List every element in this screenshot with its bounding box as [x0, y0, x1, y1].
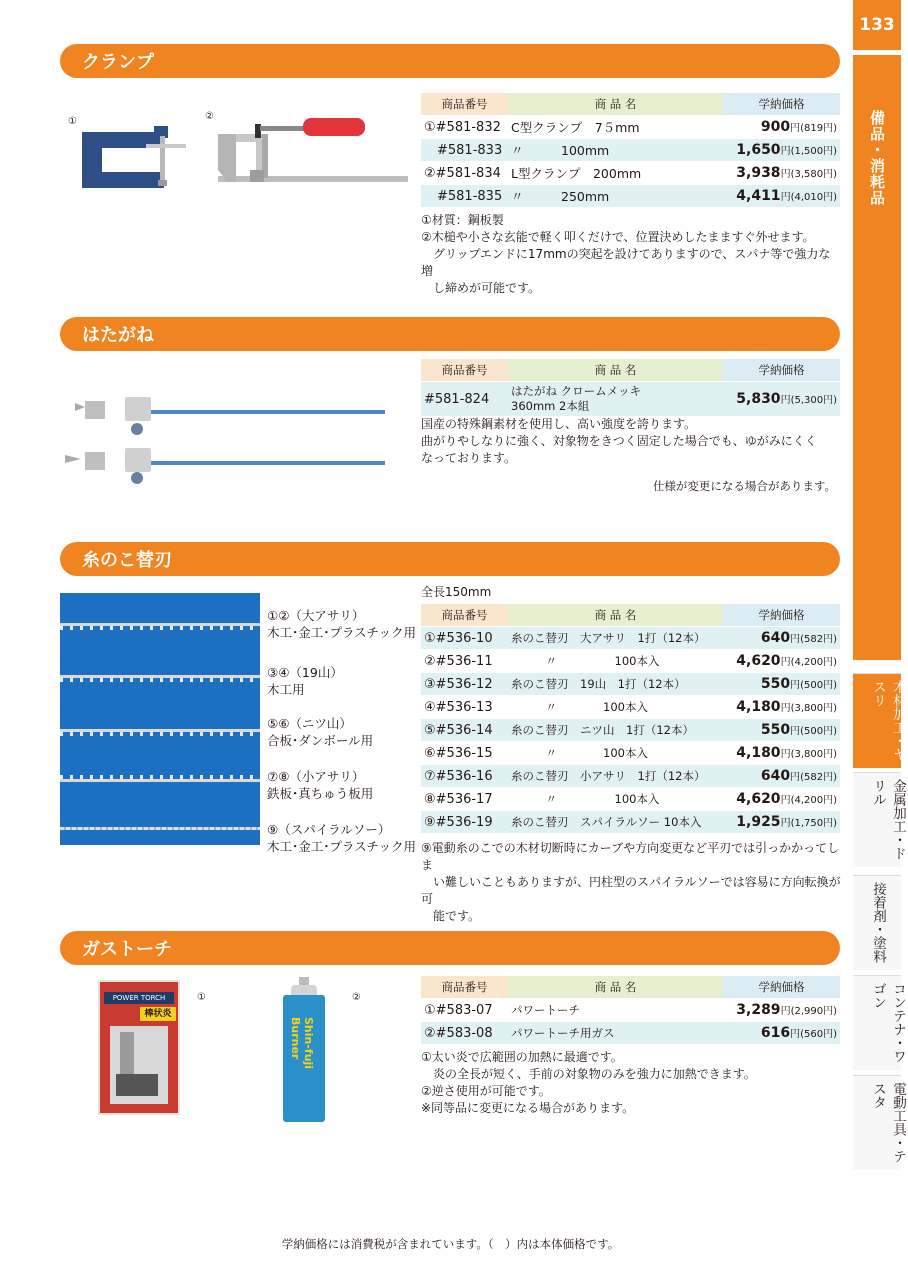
product-code: #581-833	[421, 139, 508, 161]
product-name: はたがね クロームメッキ	[511, 384, 642, 398]
header-name: 商 品 名	[508, 976, 723, 998]
note-line: ①太い炎で広範囲の加熱に最適です。	[421, 1050, 623, 1064]
table-row	[421, 650, 840, 672]
product-name: 〃 100本入	[511, 654, 660, 668]
product-code: ①#583-07	[424, 1002, 493, 1018]
blade-label-line: 合板･ダンボール用	[267, 733, 374, 748]
can-label: Shin-fuji Burner	[289, 1017, 315, 1070]
table-row	[421, 999, 840, 1021]
base-price: (500円)	[800, 726, 837, 737]
yen: 円	[780, 1006, 791, 1017]
yen: 円	[790, 123, 801, 134]
header-code: 商品番号	[421, 604, 508, 626]
note-line: ②木槌や小さな玄能で軽く叩くだけで、位置決めしたまますぐ外せます。	[421, 230, 815, 244]
note-line: 曲がりやしなりに強く、対象物をきつく固定した場合でも、ゆがみにくく	[421, 434, 817, 448]
yen: 円	[780, 192, 791, 203]
package-badge: 棒状炎	[140, 1007, 176, 1021]
side-tab-wood[interactable]	[853, 673, 906, 768]
side-category-tab	[853, 55, 901, 660]
note-line: ⑨電動糸のこでの木材切断時にカーブや方向変更など平刃では引っかかってしま	[421, 841, 840, 872]
bar-clamp-image	[55, 385, 390, 480]
note-line: ②逆さ使用が可能です。	[421, 1084, 551, 1098]
base-price: (4,200円)	[790, 657, 837, 668]
price: 640	[760, 630, 791, 646]
table-row	[421, 116, 840, 138]
header-price: 学納価格	[723, 604, 840, 626]
header-name: 商 品 名	[508, 93, 723, 115]
image-number: ①	[197, 992, 206, 1003]
hatagane-notes	[421, 416, 841, 467]
base-price: (3,800円)	[790, 703, 837, 714]
blade-label-line: ③④（19山）	[267, 665, 343, 680]
l-clamp-image	[210, 112, 410, 197]
base-price: (5,300円)	[790, 395, 837, 406]
torch-notes	[421, 1049, 841, 1117]
side-tab-label: 電動工具・テスタ	[870, 1082, 906, 1163]
product-name: パワートーチ用ガス	[508, 1022, 723, 1044]
blade-label	[267, 768, 373, 802]
price: 4,620	[736, 791, 781, 807]
torch-price-table	[421, 975, 840, 1045]
side-tab-label: 接着剤・塗料	[870, 882, 886, 963]
product-name: パワートーチ	[511, 1003, 580, 1017]
price: 1,650	[736, 142, 781, 158]
table-row	[421, 788, 840, 810]
base-price: (1,750円)	[790, 818, 837, 829]
blade-label	[267, 715, 373, 749]
price: 4,620	[736, 653, 781, 669]
product-name: 糸のこ替刃 スパイラルソー 10本入	[508, 811, 723, 833]
product-code: ⑦#536-16	[421, 765, 508, 787]
product-name: 糸のこ替刃 ニツ山 1打（12本）	[508, 719, 723, 741]
price: 640	[760, 768, 791, 784]
product-code: ②#583-08	[421, 1022, 508, 1044]
note-line: 炎の全長が短く、手前の対象物のみを強力に加熱できます。	[421, 1067, 756, 1081]
product-name: 〃 250mm	[508, 185, 723, 207]
image-number: ②	[352, 992, 361, 1003]
header-price: 学納価格	[723, 976, 840, 998]
image-number: ②	[205, 111, 214, 122]
blade-label-line: ①②（大アサリ）	[267, 608, 365, 623]
blade-notes	[421, 840, 841, 925]
table-row	[421, 765, 840, 787]
product-name: 糸のこ替刃 19山 1打（12本）	[508, 673, 723, 695]
table-row	[421, 627, 840, 649]
spec-change-note: 仕様が変更になる場合があります。	[652, 479, 836, 493]
product-name: C型クランプ 7５mm	[511, 120, 640, 135]
yen: 円	[780, 395, 791, 406]
package-label: POWER TORCH	[104, 992, 174, 1004]
note-line: 能です。	[421, 909, 481, 923]
base-price: (1,500円)	[790, 146, 837, 157]
product-name: 糸のこ替刃 大アサリ 1打（12本）	[508, 627, 723, 649]
header-price: 学納価格	[723, 93, 840, 115]
product-name: L型クランプ 200mm	[511, 166, 642, 181]
side-category-label: 備品・消耗品	[868, 110, 886, 206]
table-row	[421, 742, 840, 764]
blade-label-line: 木工･金工･プラスチック用	[267, 839, 417, 854]
note-line: し締めが可能です。	[421, 281, 541, 295]
hatagane-price-table	[421, 358, 840, 417]
note-line: なっております。	[421, 451, 517, 465]
product-code: ②#581-834	[424, 165, 501, 181]
blade-label-line: 鉄板･真ちゅう板用	[267, 786, 374, 801]
gas-can-image	[283, 977, 325, 1122]
product-code: ④#536-13	[424, 699, 493, 715]
base-price: (3,800円)	[790, 749, 837, 760]
clamp-notes	[421, 212, 841, 297]
image-number: ①	[68, 116, 77, 127]
product-code: ⑥#536-15	[424, 745, 493, 761]
note-line: 国産の特殊鋼素材を使用し、高い強度を誇ります。	[421, 417, 697, 431]
base-price: (560円)	[800, 1029, 837, 1040]
product-name: 〃 100本入	[511, 792, 660, 806]
product-code: #581-824	[421, 382, 508, 416]
product-code: ⑧#536-17	[424, 791, 493, 807]
price: 550	[760, 722, 791, 738]
product-code: ⑨#536-19	[421, 811, 508, 833]
footer-note: 学納価格には消費税が含まれています。（ ）内は本体価格です。	[281, 1237, 620, 1251]
header-name: 商 品 名	[508, 359, 723, 381]
yen: 円	[780, 749, 791, 760]
base-price: (4,010円)	[790, 192, 837, 203]
side-tab-label: 金属加工・ドリル	[870, 779, 906, 860]
yen: 円	[790, 680, 801, 691]
base-price: (582円)	[800, 772, 837, 783]
note-line: ※同等品に変更になる場合があります。	[421, 1101, 635, 1115]
base-price: (2,990円)	[790, 1006, 837, 1017]
clamp-price-table	[421, 92, 840, 208]
product-name: 糸のこ替刃 小アサリ 1打（12本）	[508, 765, 723, 787]
header-code: 商品番号	[421, 976, 508, 998]
side-tab-metal[interactable]	[853, 772, 906, 867]
yen: 円	[790, 1029, 801, 1040]
page-number: 133	[853, 0, 901, 50]
product-code: ①#581-832	[424, 119, 501, 135]
base-price: (500円)	[800, 680, 837, 691]
table-row	[421, 139, 840, 161]
yen: 円	[780, 818, 791, 829]
blade-label-line: 木工用	[267, 682, 305, 697]
yen: 円	[780, 795, 791, 806]
side-tab-adhesive[interactable]	[853, 875, 901, 970]
note-line: い難しいこともありますが、円柱型のスパイラルソーでは容易に方向転換が可	[421, 875, 841, 906]
price: 4,180	[736, 699, 781, 715]
blade-price-table	[421, 603, 840, 834]
blade-label-line: 木工･金工･プラスチック用	[267, 625, 417, 640]
blade-length: 全長150mm	[421, 585, 492, 599]
product-name: 〃 100mm	[508, 139, 723, 161]
product-name: 〃 100本入	[511, 700, 648, 714]
yen: 円	[790, 772, 801, 783]
yen: 円	[790, 726, 801, 737]
blade-label	[267, 821, 416, 855]
base-price: (4,200円)	[790, 795, 837, 806]
yen: 円	[790, 634, 801, 645]
product-code: ⑤#536-14	[421, 719, 508, 741]
header-code: 商品番号	[421, 93, 508, 115]
table-row	[421, 696, 840, 718]
yen: 円	[780, 657, 791, 668]
torch-package-image	[98, 980, 180, 1115]
price: 4,180	[736, 745, 781, 761]
section-title-hatagane: はたがね	[60, 317, 840, 351]
side-tab-label: 木材加工・ヤスリ	[870, 680, 906, 761]
price: 616	[760, 1025, 791, 1041]
blade-label-line: ⑤⑥（ニツ山）	[267, 716, 352, 731]
header-price: 学納価格	[723, 359, 840, 381]
c-clamp-image	[70, 120, 195, 195]
base-price: (3,580円)	[790, 169, 837, 180]
price: 5,830	[736, 391, 781, 407]
price: 4,411	[736, 188, 781, 204]
header-code: 商品番号	[421, 359, 508, 381]
side-tab-power-tools[interactable]	[853, 1075, 906, 1170]
price: 3,289	[736, 1002, 781, 1018]
product-name: 〃 100本入	[511, 746, 648, 760]
table-row	[421, 719, 840, 741]
yen: 円	[780, 703, 791, 714]
table-row	[421, 673, 840, 695]
price: 550	[760, 676, 791, 692]
blade-label	[267, 664, 343, 698]
price: 1,925	[736, 814, 781, 830]
base-price: (819円)	[800, 123, 837, 134]
blade-label-line: ⑦⑧（小アサリ）	[267, 769, 365, 784]
header-name: 商 品 名	[508, 604, 723, 626]
product-code: ①#536-10	[421, 627, 508, 649]
section-title-clamp: クランプ	[60, 44, 840, 78]
base-price: (582円)	[800, 634, 837, 645]
blade-label	[267, 607, 416, 641]
yen: 円	[780, 169, 791, 180]
side-tab-container[interactable]	[853, 975, 906, 1070]
section-title-blade: 糸のこ替刃	[60, 542, 840, 576]
blade-label-line: ⑨（スパイラルソー）	[267, 822, 391, 837]
table-row	[421, 162, 840, 184]
product-code: ②#536-11	[424, 653, 493, 669]
table-row	[421, 185, 840, 207]
product-name: 360mm 2本組	[511, 399, 590, 413]
price: 3,938	[736, 165, 781, 181]
section-title-torch: ガストーチ	[60, 931, 840, 965]
yen: 円	[780, 146, 791, 157]
blade-image	[60, 593, 260, 845]
product-code: ③#536-12	[421, 673, 508, 695]
table-row	[421, 1022, 840, 1044]
side-tab-label: コンテナ・ワゴン	[870, 982, 906, 1063]
product-code: #581-835	[421, 185, 508, 207]
table-row	[421, 382, 840, 416]
note-line: ①材質：鋼板製	[421, 213, 504, 227]
table-row	[421, 811, 840, 833]
price: 900	[760, 119, 791, 135]
note-line: グリップエンドに17mmの突起を設けてありますので、スパナ等で強力な増	[421, 247, 831, 278]
